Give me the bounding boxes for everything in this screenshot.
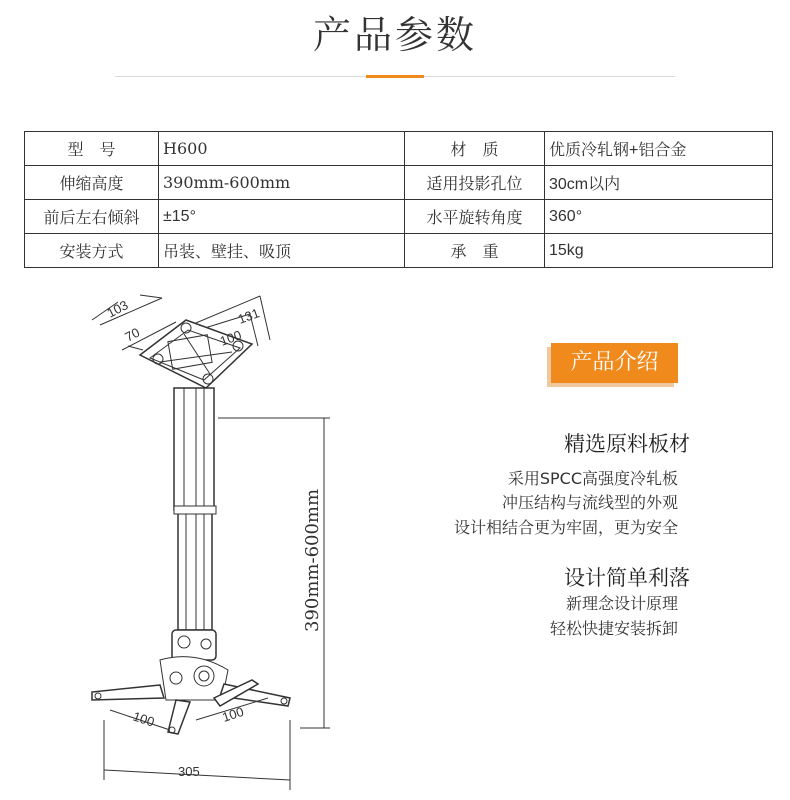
title-accent-bar (366, 75, 424, 78)
dim-base-left: 100 (131, 708, 157, 730)
dim-top-outer-b: 131 (235, 305, 262, 327)
spec-table (24, 131, 773, 268)
feature-line: 设计相结合更为牢固，更为安全 (453, 518, 678, 537)
page-title: 产品参数 (312, 13, 477, 57)
spec-value-load: 15kg (545, 234, 773, 268)
dim-base-right: 100 (220, 703, 246, 725)
table-row (25, 234, 773, 268)
feature-line: 新理念设计原理 (565, 594, 678, 613)
spec-value-hole: 30cm以内 (545, 166, 773, 200)
spec-label-hole: 适用投影孔位 (405, 166, 545, 200)
spec-label-tilt: 前后左右倾斜 (25, 200, 159, 234)
intro-badge: 产品介绍 (551, 343, 678, 383)
feature-title: 精选原料板材 (564, 432, 690, 456)
spec-label-load: 承 重 (405, 234, 545, 268)
feature-line: 冲压结构与流线型的外观 (501, 493, 678, 512)
dim-top-outer-a: 103 (104, 297, 131, 321)
spec-label-model: 型 号 (25, 132, 159, 166)
table-row (25, 166, 773, 200)
table-row (25, 132, 773, 166)
spec-value-install: 吊装、壁挂、吸顶 (159, 234, 405, 268)
dim-height-range: 390mm-600mm (302, 488, 323, 632)
spec-value-tilt: ±15° (159, 200, 405, 234)
spec-value-model: H600 (159, 132, 405, 166)
spec-label-height: 伸缩高度 (25, 166, 159, 200)
spec-value-height: 390mm-600mm (159, 166, 405, 200)
dim-base-span: 305 (178, 764, 200, 779)
dim-top-inner-a: 70 (122, 324, 143, 345)
feature-line: 采用SPCC高强度冷轧板 (507, 469, 678, 488)
spec-label-install: 安装方式 (25, 234, 159, 268)
feature-line: 轻松快捷安装拆卸 (549, 619, 678, 638)
spec-value-material: 优质冷轧钢+铝合金 (545, 132, 773, 166)
spec-label-rotation: 水平旋转角度 (405, 200, 545, 234)
table-row (25, 200, 773, 234)
spec-label-material: 材 质 (405, 132, 545, 166)
spec-value-rotation: 360° (545, 200, 773, 234)
feature-title: 设计简单利落 (564, 566, 690, 590)
dim-top-inner-b: 100 (217, 327, 244, 349)
projector-mount-drawing-icon (0, 280, 400, 800)
